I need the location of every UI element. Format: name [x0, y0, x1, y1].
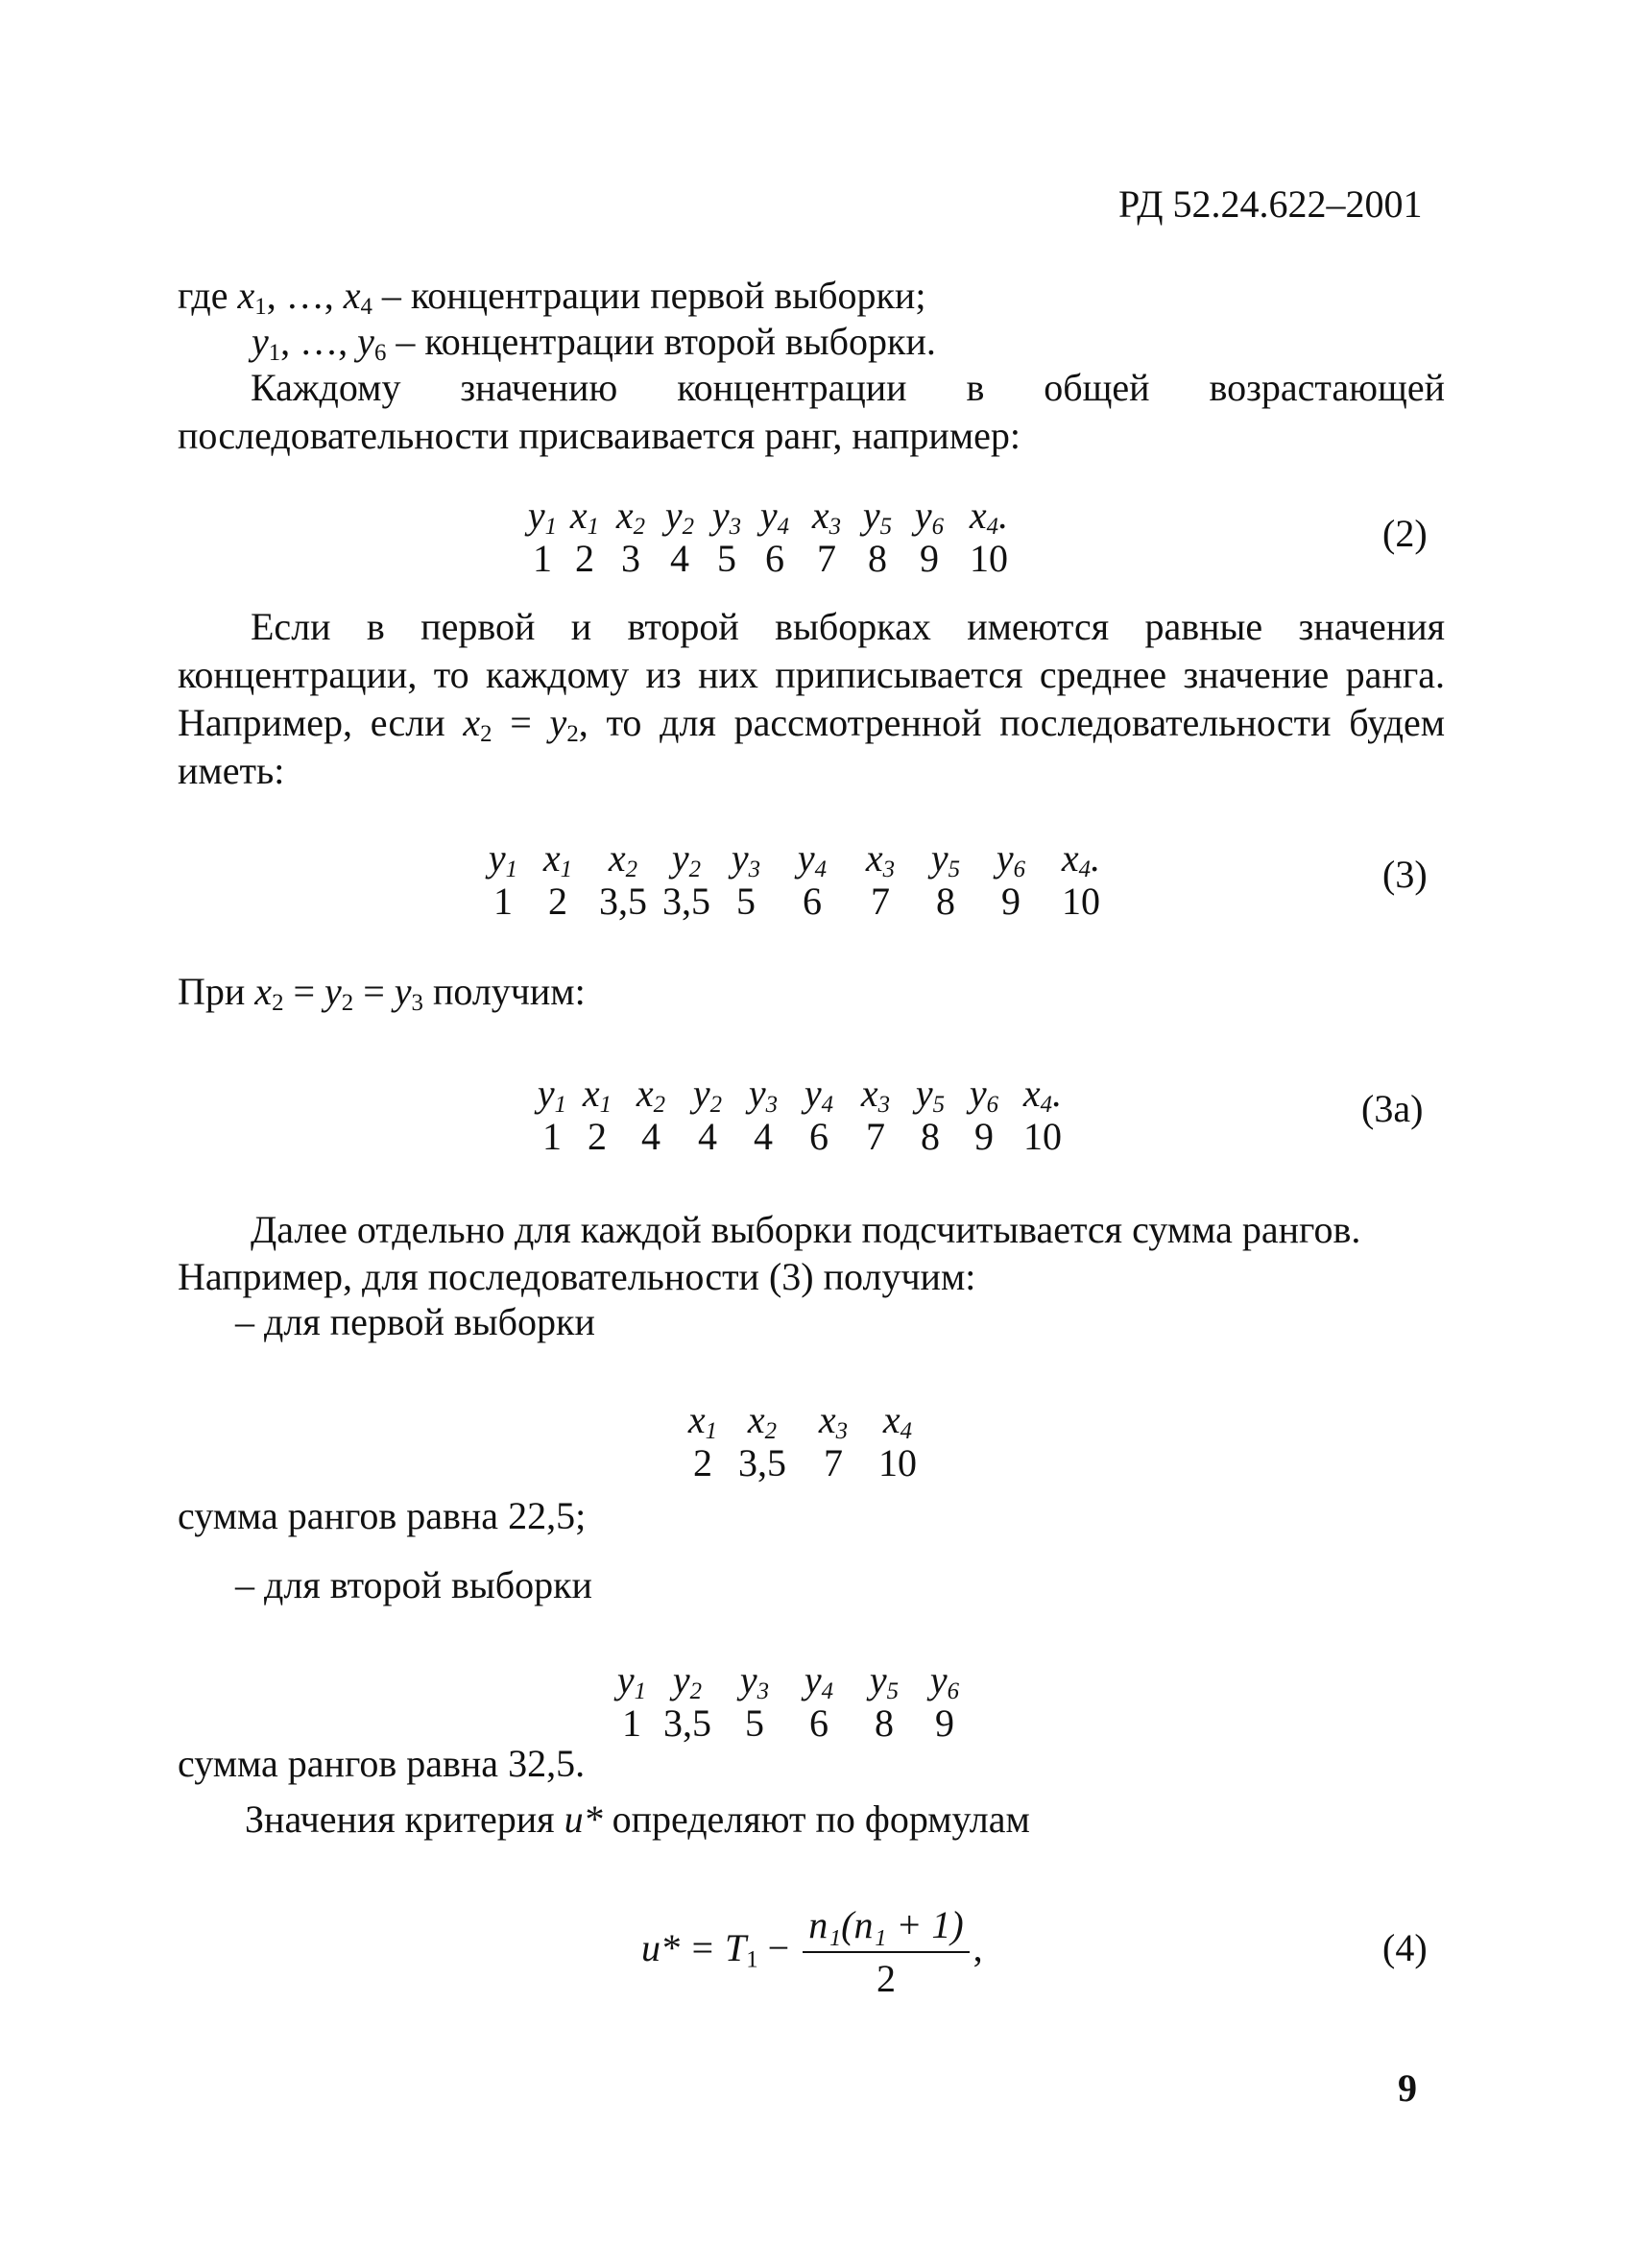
paragraph-triple-equal: При $x_2 = y_2 = y_3$ получим: — [178, 970, 586, 1017]
first-sample-label: – для первой выборки — [235, 1300, 595, 1343]
sequence-variable: $y_5$ — [869, 1658, 900, 1705]
sequence-variable: $y_1$ — [616, 1658, 647, 1705]
sequence-variable: $x_2$ — [747, 1398, 778, 1445]
sequence-rank: 4 — [641, 1114, 660, 1158]
equation-number-3: (3) — [1382, 853, 1428, 896]
sequence-rank: 4 — [754, 1114, 773, 1158]
sequence-rank: 7 — [824, 1440, 843, 1484]
sequence-rank: 6 — [809, 1114, 829, 1158]
sequence-variable: $y_1$ — [527, 494, 558, 541]
sequence-variable: $x_3$ — [818, 1398, 849, 1445]
sequence-variable: $x_2$ — [636, 1072, 666, 1119]
fraction — [803, 1901, 969, 2003]
sequence-rank: 3,5 — [663, 1701, 711, 1745]
sequence-rank: 9 — [920, 536, 939, 580]
paragraph-criterion: Значения критерия u* определяют по формулам — [245, 1798, 1030, 1841]
sequence-rank: 10 — [1062, 879, 1100, 923]
sequence-variable: $x_4$. — [1022, 1072, 1063, 1119]
sequence-rank: 3,5 — [738, 1440, 786, 1484]
sequence-variable: $y_2$ — [664, 494, 695, 541]
fraction-denominator: 2 — [876, 1957, 896, 2000]
equation-number-4: (4) — [1382, 1926, 1428, 1969]
sequence-rank: 2 — [693, 1440, 712, 1484]
sequence-variable: $x_4$. — [1061, 836, 1101, 883]
sequence-variable: $y_5$ — [862, 494, 893, 541]
sequence-variable: $y_1$ — [537, 1072, 567, 1119]
second-sample-ranks — [612, 1659, 973, 1746]
first-sample-ranks — [684, 1399, 931, 1485]
sequence-rank: 8 — [868, 536, 887, 580]
sequence-rank: 4 — [670, 536, 689, 580]
formula-4: $u* = T_1$ − $\frac{\text{n₁(n₁ + 1)}}{2}$ , — [641, 1901, 983, 2003]
equation-number-2: (2) — [1382, 512, 1428, 555]
second-sample-label: – для второй выборки — [235, 1563, 592, 1606]
sequence-rank: 1 — [542, 1114, 562, 1158]
sequence-variable: $x_1$ — [582, 1072, 612, 1119]
equation-number-3a: (3а) — [1361, 1087, 1424, 1130]
paragraph-rank-assignment: Каждому значению концентрации в общей возрастающей последовательности присваивается ранг, например: — [178, 366, 1445, 457]
sequence-rank: 10 — [970, 536, 1008, 580]
sequence-rank: 3 — [621, 536, 640, 580]
sequence-variable: $x_2$ — [615, 494, 646, 541]
sequence-rank: 10 — [1023, 1114, 1062, 1158]
sequence-variable: $x_1$ — [569, 494, 600, 541]
sequence-variable: $y_4$ — [804, 1072, 834, 1119]
sequence-variable: $y_2$ — [692, 1072, 723, 1119]
fraction-numerator: n₁(n₁ + 1) — [803, 1901, 969, 1953]
second-sample-sum: сумма рангов равна 32,5. — [178, 1742, 586, 1785]
sequence-variable: $y_4$ — [797, 836, 828, 883]
sequence-variable: $x_2$ — [608, 836, 638, 883]
sequence-rank: 5 — [745, 1701, 764, 1745]
sequence-rank: 2 — [575, 536, 594, 580]
sequence-variable: $y_6$ — [996, 836, 1026, 883]
sequence-rank: 5 — [736, 879, 756, 923]
sequence-variable: $y_3$ — [711, 494, 742, 541]
sequence-rank: 9 — [1001, 879, 1021, 923]
sequence-rank: 1 — [493, 879, 513, 923]
sequence-variable: $y_3$ — [731, 836, 761, 883]
sequence-variable: $y_2$ — [672, 1658, 703, 1705]
sequence-rank: 7 — [817, 536, 836, 580]
page-number: 9 — [1398, 2066, 1417, 2110]
sequence-rank: 6 — [765, 536, 784, 580]
sequence-rank: 10 — [878, 1440, 917, 1484]
sequence-variable: $x_4$. — [969, 494, 1009, 541]
sequence-variable: $y_1$ — [488, 836, 518, 883]
intro-line-1: где $x_1$, …, $x_4$ – концентрации первой выборки; — [178, 274, 926, 321]
sequence-variable: $y_5$ — [930, 836, 961, 883]
sequence-rank: 3,5 — [599, 879, 647, 923]
sequence-variable: $y_2$ — [671, 836, 702, 883]
sequence-2 — [523, 495, 1022, 581]
criterion-symbol: u* — [564, 1798, 603, 1841]
sequence-variable: $y_3$ — [748, 1072, 779, 1119]
sequence-variable: $x_3$ — [811, 494, 842, 541]
sequence-rank: 6 — [803, 879, 822, 923]
sequence-rank: 8 — [921, 1114, 940, 1158]
sequence-rank: 9 — [974, 1114, 994, 1158]
sequence-rank: 5 — [717, 536, 736, 580]
sequence-variable: $x_1$ — [687, 1398, 718, 1445]
first-sample-sum: сумма рангов равна 22,5; — [178, 1494, 587, 1537]
sequence-variable: $y_6$ — [914, 494, 945, 541]
sequence-rank: 2 — [548, 879, 567, 923]
sequence-rank: 2 — [588, 1114, 607, 1158]
paragraph-rank-sum-line-1: Далее отдельно для каждой выборки подсчитывается сумма рангов. — [251, 1208, 1361, 1251]
sequence-rank: 3,5 — [662, 879, 710, 923]
sequence-rank: 4 — [698, 1114, 717, 1158]
sequence-rank: 6 — [809, 1701, 829, 1745]
sequence-variable: $x_4$ — [882, 1398, 913, 1445]
sequence-rank: 7 — [866, 1114, 885, 1158]
document-code: РД 52.24.622–2001 — [1118, 182, 1423, 226]
sequence-variable: $x_3$ — [860, 1072, 891, 1119]
sequence-rank: 8 — [936, 879, 955, 923]
sequence-variable: $x_1$ — [542, 836, 573, 883]
sequence-variable: $y_4$ — [759, 494, 790, 541]
sequence-variable: $x_3$ — [865, 836, 896, 883]
sequence-rank: 9 — [935, 1701, 954, 1745]
sequence-variable: $y_4$ — [804, 1658, 834, 1705]
sequence-rank: 8 — [875, 1701, 894, 1745]
sequence-rank: 1 — [533, 536, 552, 580]
sequence-3 — [480, 837, 1119, 924]
sequence-3a — [533, 1073, 1074, 1159]
sequence-variable: $y_5$ — [915, 1072, 946, 1119]
sequence-rank: 7 — [871, 879, 890, 923]
intro-line-2: $y_1$, …, $y_6$ – концентрации второй выборки. — [252, 320, 936, 367]
paragraph-equal-values: Если в первой и второй выборках имеются равные значения концентрации, то каждому из них приписывается среднее значение ранга. Например, если $x_2 = y_2$, то для рассмотренной последовательности будем иметь: — [178, 605, 1446, 792]
paragraph-rank-sum-line-2: Например, для последовательности (3) получим: — [178, 1255, 976, 1298]
sequence-variable: $y_3$ — [739, 1658, 770, 1705]
sequence-rank: 1 — [622, 1701, 641, 1745]
sequence-variable: $y_6$ — [929, 1658, 960, 1705]
sequence-variable: $y_6$ — [969, 1072, 999, 1119]
